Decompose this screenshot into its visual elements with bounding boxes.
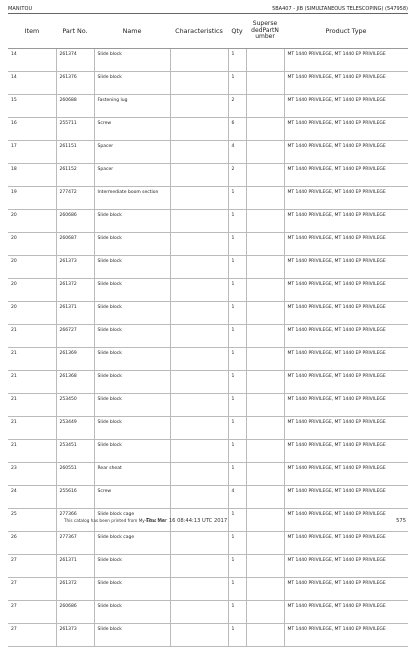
cell-item: 20 xyxy=(8,256,56,279)
cell-qty: 6 xyxy=(228,118,246,141)
cell-item: 27 xyxy=(8,555,56,578)
cell-qty: 1 xyxy=(228,463,246,486)
cell-product-type: MT 1440 PRIVILEGE, MT 1440 EP PRIVILEGE xyxy=(284,279,408,302)
cell-superseded xyxy=(246,463,284,486)
cell-name: Slide block xyxy=(94,233,170,256)
cell-name: Slide block xyxy=(94,417,170,440)
cell-part-no: 253451 xyxy=(56,440,94,463)
cell-superseded xyxy=(246,532,284,555)
cell-superseded xyxy=(246,486,284,509)
footer-date: Thu Mar 16 08:44:13 UTC 2017 xyxy=(146,518,228,524)
table-row xyxy=(8,532,408,555)
col-header-item: Item xyxy=(8,14,56,49)
cell-qty: 1 xyxy=(228,394,246,417)
cell-part-no: 255616 xyxy=(56,486,94,509)
table-row xyxy=(8,164,408,187)
cell-part-no: 261369 xyxy=(56,348,94,371)
cell-characteristics xyxy=(170,624,228,647)
cell-item: 14 xyxy=(8,72,56,95)
cell-superseded xyxy=(246,49,284,72)
cell-name: Slide block xyxy=(94,440,170,463)
cell-superseded xyxy=(246,256,284,279)
cell-superseded xyxy=(246,302,284,325)
cell-characteristics xyxy=(170,164,228,187)
cell-part-no: 260686 xyxy=(56,210,94,233)
col-header-superseded-line: Superse xyxy=(252,20,278,28)
cell-product-type: MT 1440 PRIVILEGE, MT 1440 EP PRIVILEGE xyxy=(284,532,408,555)
cell-item: 20 xyxy=(8,210,56,233)
col-header-superseded xyxy=(246,14,284,49)
cell-qty: 1 xyxy=(228,440,246,463)
col-header-characteristics: Characteristics xyxy=(170,14,228,49)
cell-product-type: MT 1440 PRIVILEGE, MT 1440 EP PRIVILEGE xyxy=(284,486,408,509)
cell-superseded xyxy=(246,509,284,532)
cell-product-type: MT 1440 PRIVILEGE, MT 1440 EP PRIVILEGE xyxy=(284,394,408,417)
table-row xyxy=(8,371,408,394)
table-header-row xyxy=(8,14,408,49)
cell-part-no: 261373 xyxy=(56,256,94,279)
cell-part-no: 261376 xyxy=(56,72,94,95)
cell-part-no: 260551 xyxy=(56,463,94,486)
cell-superseded xyxy=(246,164,284,187)
cell-name: Slide block xyxy=(94,72,170,95)
cell-qty: 1 xyxy=(228,49,246,72)
cell-product-type: MT 1440 PRIVILEGE, MT 1440 EP PRIVILEGE xyxy=(284,440,408,463)
cell-superseded xyxy=(246,72,284,95)
cell-characteristics xyxy=(170,555,228,578)
cell-product-type: MT 1440 PRIVILEGE, MT 1440 EP PRIVILEGE xyxy=(284,210,408,233)
cell-name: Slide block xyxy=(94,210,170,233)
cell-superseded xyxy=(246,417,284,440)
cell-qty: 1 xyxy=(228,509,246,532)
cell-product-type: MT 1440 PRIVILEGE, MT 1440 EP PRIVILEGE xyxy=(284,348,408,371)
parts-table-body xyxy=(8,49,408,647)
cell-qty: 1 xyxy=(228,532,246,555)
cell-item: 15 xyxy=(8,95,56,118)
cell-name: Screw xyxy=(94,486,170,509)
cell-item: 20 xyxy=(8,233,56,256)
cell-characteristics xyxy=(170,256,228,279)
cell-qty: 1 xyxy=(228,348,246,371)
cell-qty: 1 xyxy=(228,72,246,95)
cell-characteristics xyxy=(170,394,228,417)
cell-characteristics xyxy=(170,72,228,95)
col-header-superseded-line: dedPartN xyxy=(251,26,279,34)
cell-qty: 1 xyxy=(228,256,246,279)
cell-part-no: 260688 xyxy=(56,95,94,118)
cell-superseded xyxy=(246,187,284,210)
table-row xyxy=(8,601,408,624)
cell-part-no: 255711 xyxy=(56,118,94,141)
col-header-part-no: Part No. xyxy=(56,14,94,49)
cell-item: 27 xyxy=(8,601,56,624)
cell-item: 25 xyxy=(8,509,56,532)
cell-name: Intermediate boom section xyxy=(94,187,170,210)
cell-part-no: 261372 xyxy=(56,578,94,601)
cell-qty: 4 xyxy=(228,141,246,164)
cell-superseded xyxy=(246,624,284,647)
page-number: 575 xyxy=(396,518,406,524)
cell-item: 24 xyxy=(8,486,56,509)
cell-item: 17 xyxy=(8,141,56,164)
cell-part-no: 261372 xyxy=(56,279,94,302)
table-row xyxy=(8,141,408,164)
cell-characteristics xyxy=(170,95,228,118)
cell-product-type: MT 1440 PRIVILEGE, MT 1440 EP PRIVILEGE xyxy=(284,601,408,624)
cell-qty: 1 xyxy=(228,371,246,394)
cell-product-type: MT 1440 PRIVILEGE, MT 1440 EP PRIVILEGE xyxy=(284,555,408,578)
cell-characteristics xyxy=(170,601,228,624)
cell-superseded xyxy=(246,233,284,256)
cell-item: 16 xyxy=(8,118,56,141)
cell-superseded xyxy=(246,394,284,417)
cell-characteristics xyxy=(170,187,228,210)
cell-name: Slide block cage xyxy=(94,509,170,532)
parts-table xyxy=(8,14,408,647)
cell-product-type: MT 1440 PRIVILEGE, MT 1440 EP PRIVILEGE xyxy=(284,302,408,325)
cell-qty: 1 xyxy=(228,555,246,578)
cell-name: Slide block xyxy=(94,601,170,624)
cell-product-type: MT 1440 PRIVILEGE, MT 1440 EP PRIVILEGE xyxy=(284,463,408,486)
cell-qty: 1 xyxy=(228,578,246,601)
cell-part-no: 261371 xyxy=(56,302,94,325)
table-row xyxy=(8,394,408,417)
cell-superseded xyxy=(246,210,284,233)
cell-item: 14 xyxy=(8,49,56,72)
cell-characteristics xyxy=(170,440,228,463)
cell-item: 21 xyxy=(8,348,56,371)
cell-superseded xyxy=(246,141,284,164)
cell-characteristics xyxy=(170,141,228,164)
cell-superseded xyxy=(246,371,284,394)
table-row xyxy=(8,118,408,141)
cell-product-type: MT 1440 PRIVILEGE, MT 1440 EP PRIVILEGE xyxy=(284,371,408,394)
footer-note: This catalog has been printed from My-Edoc the xyxy=(64,518,165,523)
table-row xyxy=(8,72,408,95)
col-header-name: Name xyxy=(94,14,170,49)
cell-product-type: MT 1440 PRIVILEGE, MT 1440 EP PRIVILEGE xyxy=(284,624,408,647)
cell-name: Rear sheat xyxy=(94,463,170,486)
table-row xyxy=(8,463,408,486)
cell-superseded xyxy=(246,118,284,141)
cell-part-no: 261374 xyxy=(56,49,94,72)
cell-superseded xyxy=(246,440,284,463)
cell-characteristics xyxy=(170,486,228,509)
cell-name: Slide block xyxy=(94,624,170,647)
cell-part-no: 260686 xyxy=(56,601,94,624)
col-header-qty: Qty xyxy=(228,14,246,49)
cell-superseded xyxy=(246,578,284,601)
cell-name: Slide block xyxy=(94,49,170,72)
cell-item: 26 xyxy=(8,532,56,555)
table-row xyxy=(8,256,408,279)
cell-qty: 1 xyxy=(228,210,246,233)
cell-characteristics xyxy=(170,463,228,486)
cell-qty: 1 xyxy=(228,601,246,624)
table-row xyxy=(8,279,408,302)
cell-part-no: 277366 xyxy=(56,509,94,532)
cell-characteristics xyxy=(170,233,228,256)
cell-item: 27 xyxy=(8,624,56,647)
cell-name: Slide block xyxy=(94,279,170,302)
brand-header: MANITOU xyxy=(8,6,33,12)
cell-product-type: MT 1440 PRIVILEGE, MT 1440 EP PRIVILEGE xyxy=(284,164,408,187)
table-row xyxy=(8,417,408,440)
cell-product-type: MT 1440 PRIVILEGE, MT 1440 EP PRIVILEGE xyxy=(284,118,408,141)
cell-part-no: 261368 xyxy=(56,371,94,394)
cell-name: Slide block xyxy=(94,371,170,394)
section-header: 5BA407 - JIB (SIMULTANEOUS TELESCOPING) (547958) xyxy=(272,6,408,12)
cell-part-no: 261371 xyxy=(56,555,94,578)
cell-name: Slide block cage xyxy=(94,532,170,555)
cell-part-no: 261152 xyxy=(56,164,94,187)
cell-qty: 1 xyxy=(228,302,246,325)
cell-part-no: 277367 xyxy=(56,532,94,555)
cell-name: Slide block xyxy=(94,256,170,279)
cell-characteristics xyxy=(170,578,228,601)
cell-item: 18 xyxy=(8,164,56,187)
cell-qty: 1 xyxy=(228,279,246,302)
cell-qty: 4 xyxy=(228,486,246,509)
table-row xyxy=(8,348,408,371)
cell-qty: 2 xyxy=(228,95,246,118)
cell-product-type: MT 1440 PRIVILEGE, MT 1440 EP PRIVILEGE xyxy=(284,325,408,348)
table-row xyxy=(8,555,408,578)
cell-product-type: MT 1440 PRIVILEGE, MT 1440 EP PRIVILEGE xyxy=(284,509,408,532)
cell-name: Spacer xyxy=(94,141,170,164)
cell-qty: 1 xyxy=(228,417,246,440)
cell-superseded xyxy=(246,95,284,118)
cell-characteristics xyxy=(170,532,228,555)
cell-item: 20 xyxy=(8,279,56,302)
col-header-superseded-line: umber xyxy=(255,33,275,41)
cell-characteristics xyxy=(170,325,228,348)
cell-item: 21 xyxy=(8,417,56,440)
table-row xyxy=(8,210,408,233)
cell-characteristics xyxy=(170,371,228,394)
table-row xyxy=(8,578,408,601)
cell-part-no: 261373 xyxy=(56,624,94,647)
cell-name: Spacer xyxy=(94,164,170,187)
table-row xyxy=(8,233,408,256)
cell-superseded xyxy=(246,555,284,578)
cell-product-type: MT 1440 PRIVILEGE, MT 1440 EP PRIVILEGE xyxy=(284,256,408,279)
cell-name: Slide block xyxy=(94,325,170,348)
cell-product-type: MT 1440 PRIVILEGE, MT 1440 EP PRIVILEGE xyxy=(284,417,408,440)
cell-product-type: MT 1440 PRIVILEGE, MT 1440 EP PRIVILEGE xyxy=(284,233,408,256)
table-row xyxy=(8,624,408,647)
cell-characteristics xyxy=(170,279,228,302)
cell-part-no: 277472 xyxy=(56,187,94,210)
cell-item: 23 xyxy=(8,463,56,486)
cell-name: Slide block xyxy=(94,348,170,371)
cell-name: Slide block xyxy=(94,578,170,601)
cell-item: 21 xyxy=(8,325,56,348)
cell-part-no: 260687 xyxy=(56,233,94,256)
cell-product-type: MT 1440 PRIVILEGE, MT 1440 EP PRIVILEGE xyxy=(284,187,408,210)
cell-qty: 1 xyxy=(228,325,246,348)
cell-name: Slide block xyxy=(94,394,170,417)
cell-characteristics xyxy=(170,49,228,72)
cell-product-type: MT 1440 PRIVILEGE, MT 1440 EP PRIVILEGE xyxy=(284,141,408,164)
cell-item: 21 xyxy=(8,440,56,463)
cell-part-no: 253450 xyxy=(56,394,94,417)
cell-characteristics xyxy=(170,210,228,233)
cell-name: Screw xyxy=(94,118,170,141)
cell-product-type: MT 1440 PRIVILEGE, MT 1440 EP PRIVILEGE xyxy=(284,49,408,72)
cell-characteristics xyxy=(170,417,228,440)
cell-characteristics xyxy=(170,348,228,371)
cell-qty: 1 xyxy=(228,187,246,210)
table-row xyxy=(8,440,408,463)
table-row xyxy=(8,187,408,210)
cell-part-no: 261151 xyxy=(56,141,94,164)
cell-item: 21 xyxy=(8,371,56,394)
table-row xyxy=(8,49,408,72)
table-row xyxy=(8,325,408,348)
table-row xyxy=(8,95,408,118)
cell-item: 19 xyxy=(8,187,56,210)
cell-product-type: MT 1440 PRIVILEGE, MT 1440 EP PRIVILEGE xyxy=(284,95,408,118)
cell-name: Fastening lug xyxy=(94,95,170,118)
cell-superseded xyxy=(246,325,284,348)
cell-name: Slide block xyxy=(94,555,170,578)
cell-name: Slide block xyxy=(94,302,170,325)
col-header-product-type: Product Type xyxy=(284,14,408,49)
table-row xyxy=(8,302,408,325)
cell-item: 27 xyxy=(8,578,56,601)
cell-superseded xyxy=(246,279,284,302)
cell-item: 21 xyxy=(8,394,56,417)
cell-superseded xyxy=(246,348,284,371)
cell-product-type: MT 1440 PRIVILEGE, MT 1440 EP PRIVILEGE xyxy=(284,72,408,95)
cell-superseded xyxy=(246,601,284,624)
table-row xyxy=(8,486,408,509)
cell-qty: 1 xyxy=(228,624,246,647)
cell-qty: 1 xyxy=(228,233,246,256)
cell-characteristics xyxy=(170,302,228,325)
cell-part-no: 253449 xyxy=(56,417,94,440)
cell-part-no: 266727 xyxy=(56,325,94,348)
cell-product-type: MT 1440 PRIVILEGE, MT 1440 EP PRIVILEGE xyxy=(284,578,408,601)
cell-item: 20 xyxy=(8,302,56,325)
cell-characteristics xyxy=(170,118,228,141)
cell-qty: 2 xyxy=(228,164,246,187)
